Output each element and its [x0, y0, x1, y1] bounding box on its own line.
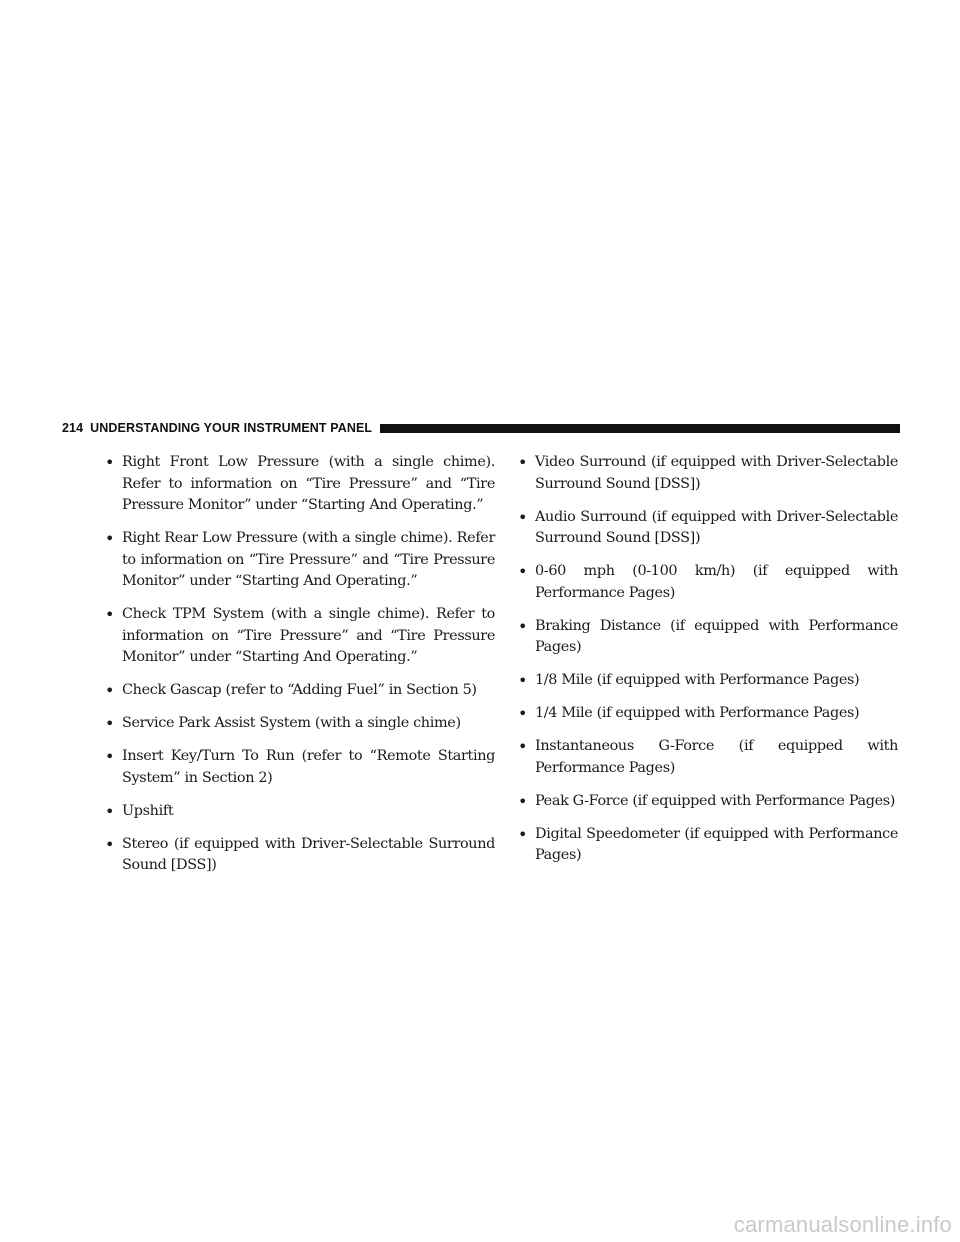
bullet-icon: •: [105, 605, 115, 624]
list-item-text: Service Park Assist System (with a single chime): [122, 715, 461, 731]
list-item: [518, 791, 898, 813]
bullet-icon: •: [518, 671, 528, 690]
list-item-text: 1/8 Mile (if equipped with Performance Pages): [535, 672, 860, 688]
bullet-icon: •: [105, 747, 115, 766]
list-item-text: Check TPM System (with a single chime). Refer to information on “Tire Pressure” and “Tire Pressure Monitor” under “Starting And Operating.”: [122, 606, 495, 665]
bullet-icon: •: [518, 616, 528, 636]
left-column-list: [105, 452, 495, 888]
list-item-text: Check Gascap (refer to “Adding Fuel” in Section 5): [122, 682, 477, 698]
list-item-text: Braking Distance (if equipped with Performance Pages): [535, 617, 898, 655]
bullet-icon: •: [105, 453, 115, 472]
list-item: [518, 616, 898, 659]
right-column-list: [518, 452, 898, 878]
list-item: [518, 703, 898, 725]
list-item-text: Insert Key/Turn To Run (refer to “Remote Starting System” in Section 2): [122, 748, 495, 786]
list-item-text: Upshift: [122, 802, 174, 819]
list-item-text: Peak G-Force (if equipped with Performance Pages): [535, 792, 896, 809]
list-item: [105, 452, 495, 517]
bullet-icon: •: [105, 681, 115, 700]
bullet-icon: •: [105, 529, 115, 548]
list-item: [105, 604, 495, 669]
bullet-icon: •: [518, 507, 528, 527]
list-item-text: Audio Surround (if equipped with Driver-Selectable Surround Sound [DSS]): [535, 508, 898, 546]
list-item: [105, 746, 495, 789]
bullet-icon: •: [518, 737, 528, 756]
list-item-text: 1/4 Mile (if equipped with Performance Pages): [535, 705, 860, 721]
list-item-text: Instantaneous G-Force (if equipped with Performance Pages): [535, 738, 898, 776]
list-item: [518, 452, 898, 495]
bullet-icon: •: [105, 834, 115, 854]
bullet-icon: •: [105, 714, 115, 733]
watermark: carmanualsonline.info: [733, 1212, 952, 1237]
list-item-text: Right Front Low Pressure (with a single chime). Refer to information on “Tire Pressure” and “Tire Pressure Monitor” under “Starting And Operating.”: [122, 454, 495, 513]
list-item-text: Digital Speedometer (if equipped with Performance Pages): [535, 825, 898, 863]
list-item: [518, 507, 898, 550]
list-item-text: 0-60 mph (0-100 km/h) (if equipped with Performance Pages): [535, 563, 898, 601]
list-item: [518, 670, 898, 692]
list-item: [105, 834, 495, 877]
list-item: [518, 561, 898, 604]
list-item: [105, 801, 495, 823]
list-item: [105, 528, 495, 593]
bullet-icon: •: [105, 801, 115, 821]
list-item: [105, 680, 495, 702]
bullet-icon: •: [518, 791, 528, 811]
bullet-icon: •: [518, 704, 528, 723]
bullet-icon: •: [518, 562, 528, 581]
list-item: [518, 824, 898, 867]
list-item: [518, 736, 898, 779]
bullet-icon: •: [518, 453, 528, 472]
page-number: 214: [62, 421, 84, 435]
list-item: [105, 713, 495, 735]
list-item-text: Right Rear Low Pressure (with a single chime). Refer to information on “Tire Pressure” and “Tire Pressure Monitor” under “Starting And Operating.”: [122, 530, 495, 589]
bullet-icon: •: [518, 824, 528, 844]
section-title: UNDERSTANDING YOUR INSTRUMENT PANEL: [90, 421, 373, 435]
list-item-text: Stereo (if equipped with Driver-Selectable Surround Sound [DSS]): [122, 835, 495, 873]
header-rule: [380, 424, 900, 433]
page-header: [62, 421, 900, 435]
list-item-text: Video Surround (if equipped with Driver-Selectable Surround Sound [DSS]): [535, 454, 898, 492]
